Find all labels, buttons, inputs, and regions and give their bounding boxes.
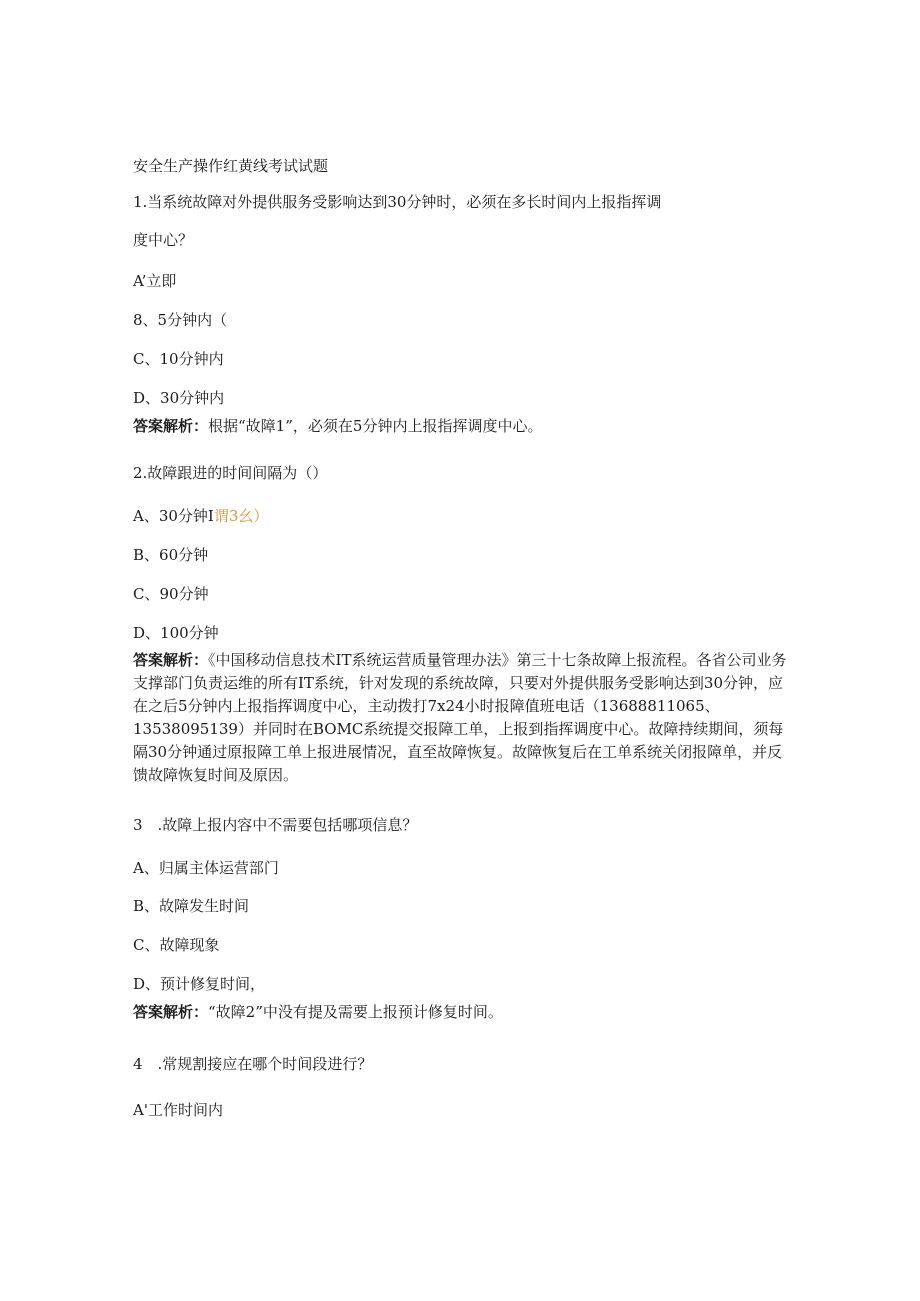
- question-4: 4 .常规割接应在哪个时间段进行？: [133, 1055, 373, 1073]
- answer-label: 答案解析：: [133, 1003, 209, 1021]
- answer-text: 根据“故障1”，必须在5分钟内上报指挥调度中心。: [208, 417, 543, 435]
- question-2-answer: [133, 649, 788, 787]
- question-3-option-d: D、预计修复时间，: [133, 975, 266, 993]
- answer-text: 《中国移动信息技术IT系统运营质量管理办法》第三十七条故障上报流程。各省公司业务支撑部门负责运维的所有IT系统，针对发现的系统故障，只要对外提供服务受影响达到30分钟，应在之后5分钟内上报指挥调度中心，主动拨打7x24小时报障值班电话（13688811065、13538095139）并同时在BOMC系统提交报障工单，上报到指挥调度中心。故障持续期间，须每隔30分钟通过原报障工单上报进展情况，直至故障恢复。故障恢复后在工单系统关闭报障单，并反馈故障恢复时间及原因。: [133, 651, 787, 784]
- question-2: 2.故障跟进的时间间隔为（）: [133, 464, 328, 482]
- question-3-option-b: B、故障发生时间: [133, 897, 250, 915]
- question-3-option-a: A、归属主体运营部门: [133, 859, 279, 877]
- answer-label: 答案解析：: [133, 651, 209, 669]
- question-3-option-c: C、故障现象: [133, 936, 220, 954]
- document-title: 安全生产操作红黄线考试试题: [133, 157, 329, 175]
- question-2-option-c: C、90分钟: [133, 585, 209, 603]
- question-1-option-a: A’立即: [133, 272, 177, 290]
- option-a-annotation: 谓3幺）: [213, 507, 269, 525]
- question-1-line-1: 1.当系统故障对外提供服务受影响达到30分钟时，必须在多长时间内上报指挥调: [133, 193, 662, 211]
- question-1-line-2: 度中心？: [133, 231, 194, 249]
- answer-label: 答案解析：: [133, 417, 209, 435]
- question-2-option-a: [133, 506, 268, 526]
- question-1-option-c: C、10分钟内: [133, 350, 224, 368]
- question-2-option-b: B、60分钟: [133, 546, 209, 564]
- question-1-option-d: D、30分钟内: [133, 389, 225, 407]
- option-a-text: A、30分钟I: [133, 507, 214, 525]
- question-1-option-b: 8、5分钟内（: [133, 311, 228, 329]
- question-2-option-d: D、100分钟: [133, 624, 219, 642]
- question-3: 3 .故障上报内容中不需要包括哪项信息？: [133, 816, 418, 834]
- question-3-answer: [133, 1002, 503, 1022]
- question-1-answer: [133, 416, 542, 436]
- question-4-option-a: A'工作时间内: [133, 1101, 223, 1119]
- answer-text: “故障2”中没有提及需要上报预计修复时间。: [208, 1003, 503, 1021]
